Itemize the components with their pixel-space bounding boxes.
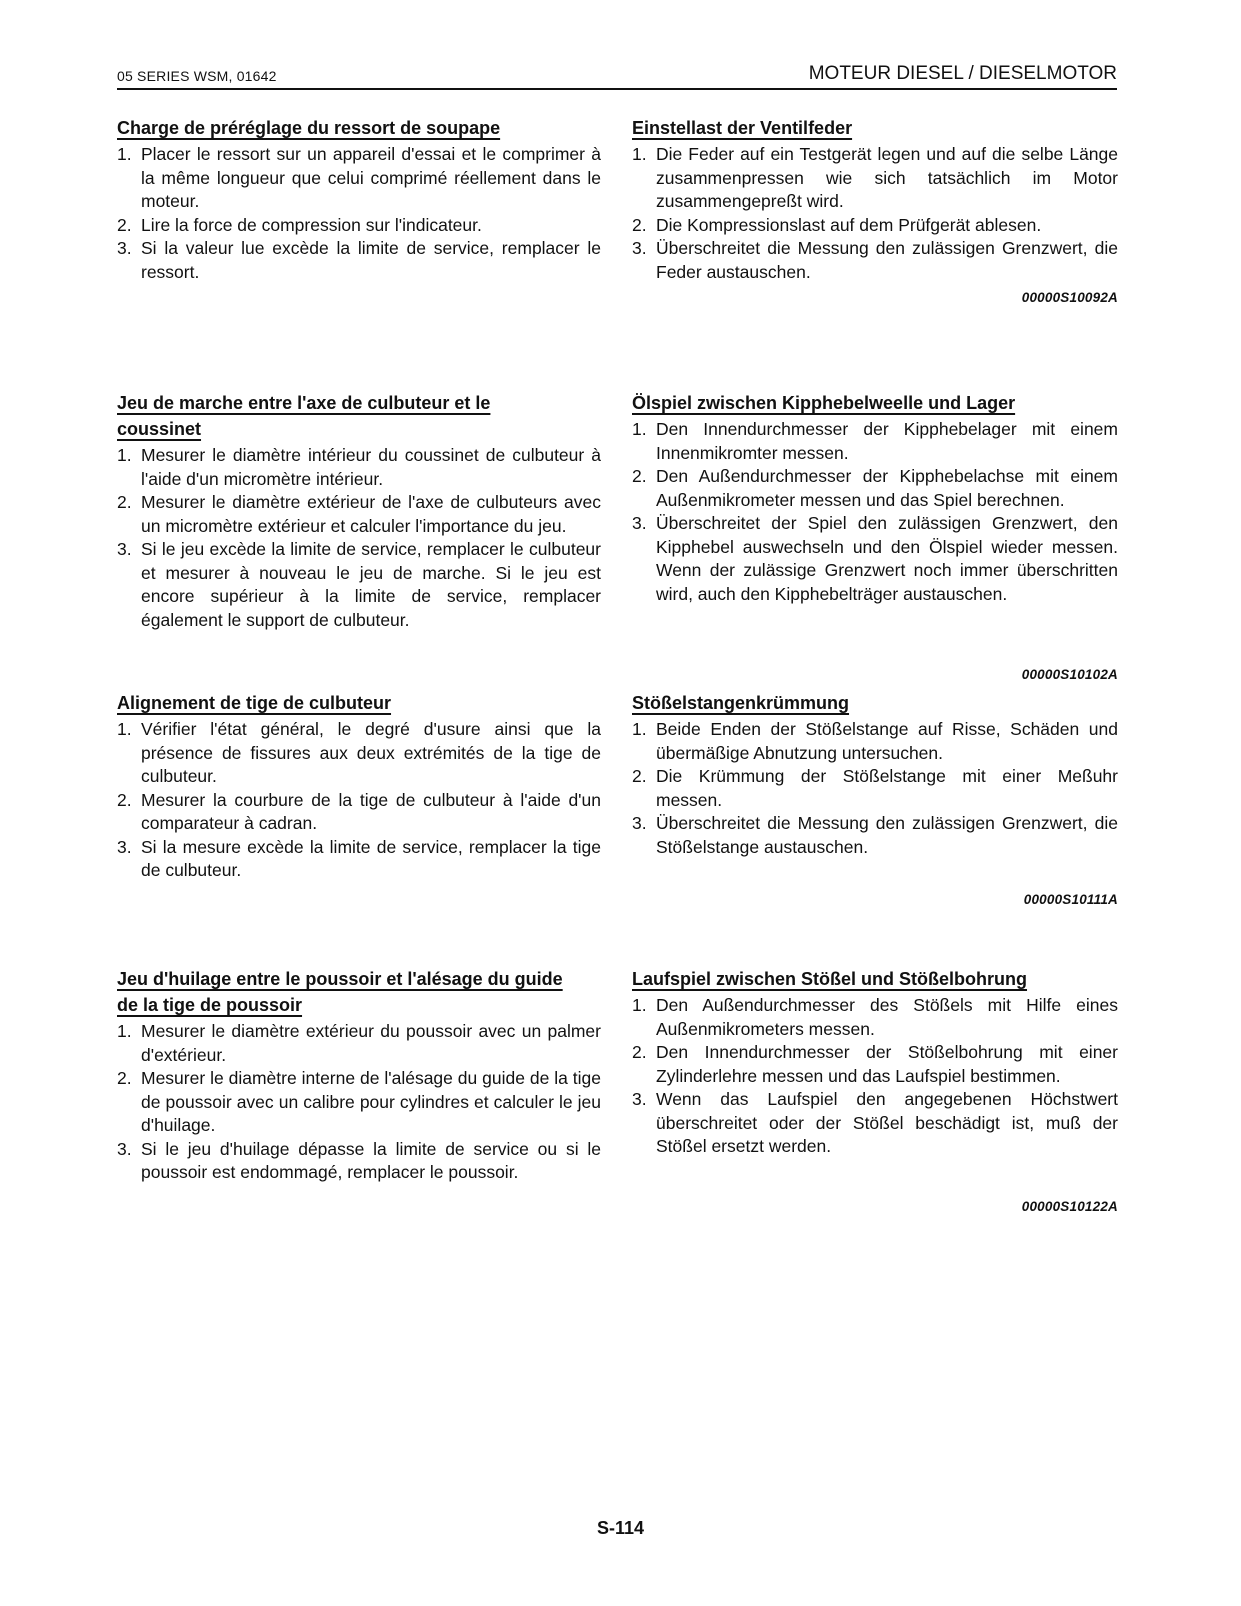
list-item [632,1088,1118,1159]
steps-list [117,444,601,632]
list-item [632,418,1118,465]
step-number: 2. [632,1042,647,1062]
list-item [632,237,1118,284]
section-fr-tappet-oil-clearance [117,966,601,1185]
step-number: 2. [632,766,647,786]
step-text: Überschreitet die Messung den zulässigen Grenzwert, die Stößelstange austauschen. [656,813,1118,857]
section-code: 00000S10102A [1021,667,1118,682]
step-text: Überschreitet der Spiel den zulässigen Grenzwert, den Kipphebel auswechseln und den Ölspiel wieder messen. Wenn der zulässige Grenzwert noch immer überschritten wird, auch den Kipphebelträger austauschen. [656,513,1118,604]
step-text: Mesurer le diamètre extérieur de l'axe de culbuteurs avec un micromètre extérieur et calculer l'importance du jeu. [141,492,601,536]
step-text: Si la valeur lue excède la limite de service, remplacer le ressort. [141,238,601,282]
step-text: Den Außendurchmesser des Stößels mit Hilfe eines Außenmikrometers messen. [656,995,1118,1039]
section-fr-rocker-arm-clearance [117,390,601,632]
step-text: Si la mesure excède la limite de service, remplacer la tige de culbuteur. [141,836,601,880]
chapter-title: MOTEUR DIESEL / DIESELMOTOR [808,63,1117,84]
step-text: Den Außendurchmesser der Kipphebelachse mit einem Außenmikrometer messen und das Spiel berechnen. [656,466,1118,510]
list-item [117,491,601,538]
list-item [117,214,601,238]
step-text: Mesurer le diamètre interne de l'alésage du guide de la tige de poussoir avec un calibre pour cylindres et calculer le jeu d'huilage. [141,1068,601,1135]
step-text: Die Feder auf ein Testgerät legen und auf die selbe Länge zusammenpressen wie sich tatsächlich im Motor zusammengepreßt wird. [656,144,1118,211]
step-number: 3. [117,238,132,258]
list-item [632,1041,1118,1088]
section-de-rocker-arm-clearance [632,390,1118,606]
step-number: 1. [117,719,132,739]
list-item [117,1020,601,1067]
step-number: 1. [117,144,132,164]
section-code: 00000S10111A [1023,892,1118,907]
list-item [117,1067,601,1138]
document-reference: 05 SERIES WSM, 01642 [117,68,277,84]
section-code: 00000S10092A [1021,290,1118,305]
section-title: Alignement de tige de culbuteur [117,693,392,713]
section-de-push-rod-alignment [632,690,1118,859]
list-item [632,465,1118,512]
step-text: Überschreitet die Messung den zulässigen Grenzwert, die Feder austauschen. [656,238,1118,282]
step-number: 2. [117,214,132,235]
step-number: 2. [117,1068,132,1088]
step-text: Die Krümmung der Stößelstange mit einer Meßuhr messen. [656,766,1118,810]
list-item [632,143,1118,214]
steps-list [117,1020,601,1185]
step-number: 3. [632,813,647,833]
step-number: 3. [632,238,647,258]
step-text: Den Innendurchmesser der Kipphebelager mit einem Innenmikromter messen. [656,419,1118,463]
step-text: Vérifier l'état général, le degré d'usure ainsi que la présence de fissures aux deux extrémités de la tige de culbuteur. [141,719,601,786]
step-number: 3. [632,1089,647,1109]
step-number: 1. [632,719,647,739]
step-number: 1. [632,419,647,439]
list-item [632,994,1118,1041]
section-fr-push-rod-alignment [117,690,601,883]
section-title: Jeu de marche entre l'axe de culbuteur et le coussinet [117,393,491,439]
page-number: S-114 [596,1518,645,1538]
steps-list [632,994,1118,1159]
step-text: Placer le ressort sur un appareil d'essai et le comprimer à la même longueur que celui comprimé réellement dans le moteur. [141,144,601,211]
list-item [117,1138,601,1185]
section-fr-valve-spring-load [117,115,601,284]
section-title: Ölspiel zwischen Kipphebelweelle und Lager [632,393,1016,413]
steps-list [632,718,1118,859]
list-item [632,765,1118,812]
list-item [117,143,601,214]
step-number: 1. [117,445,132,465]
page-header [117,60,1117,90]
step-number: 1. [632,144,647,164]
step-number: 1. [117,1021,132,1041]
list-item [117,836,601,883]
list-item [632,812,1118,859]
list-item [117,538,601,632]
section-title: Stößelstangenkrümmung [632,693,850,713]
list-item [632,512,1118,606]
step-number: 3. [117,1138,132,1159]
list-item [117,444,601,491]
section-de-tappet-oil-clearance [632,966,1118,1159]
step-number: 3. [117,836,132,857]
steps-list [632,418,1118,606]
step-number: 1. [632,995,647,1015]
section-de-valve-spring-load [632,115,1118,284]
step-number: 2. [632,466,647,486]
list-item [117,718,601,789]
step-text: Beide Enden der Stößelstange auf Risse, Schäden und übermäßige Abnutzung untersuchen. [656,719,1118,763]
step-text: Mesurer le diamètre intérieur du coussinet de culbuteur à l'aide d'un micromètre intérieur. [141,445,601,489]
steps-list [117,718,601,883]
step-number: 2. [117,789,132,810]
section-title: Einstellast der Ventilfeder [632,118,853,138]
step-number: 3. [117,539,132,559]
section-title: Charge de préréglage du ressort de soupape [117,118,501,138]
section-title: Jeu d'huilage entre le poussoir et l'alésage du guide de la tige de poussoir [117,969,563,1015]
step-text: Wenn das Laufspiel den angegebenen Höchstwert überschreitet oder der Stößel beschädigt ist, muß der Stößel ersetzt werden. [656,1089,1118,1156]
step-text: Mesurer le diamètre extérieur du poussoir avec un palmer d'extérieur. [141,1021,601,1065]
steps-list [117,143,601,284]
step-text: Den Innendurchmesser der Stößelbohrung mit einer Zylinderlehre messen und das Laufspiel bestimmen. [656,1042,1118,1086]
list-item [632,214,1118,238]
section-title: Laufspiel zwischen Stößel und Stößelbohrung [632,969,1028,989]
step-number: 2. [632,214,647,235]
list-item [117,789,601,836]
section-code: 00000S10122A [1021,1199,1118,1214]
step-number: 3. [632,513,647,533]
step-text: Die Kompressionslast auf dem Prüfgerät ablesen. [656,214,1042,235]
step-text: Mesurer la courbure de la tige de culbuteur à l'aide d'un comparateur à cadran. [141,789,601,833]
step-text: Si le jeu d'huilage dépasse la limite de service ou si le poussoir est endommagé, remplacer le poussoir. [141,1138,601,1182]
list-item [117,237,601,284]
step-number: 2. [117,492,132,512]
step-text: Lire la force de compression sur l'indicateur. [141,214,482,235]
list-item [632,718,1118,765]
steps-list [632,143,1118,284]
step-text: Si le jeu excède la limite de service, remplacer le culbuteur et mesurer à nouveau le jeu de marche. Si le jeu est encore supérieur à la limite de service, remplacer également le support de culbuteur. [141,539,601,630]
